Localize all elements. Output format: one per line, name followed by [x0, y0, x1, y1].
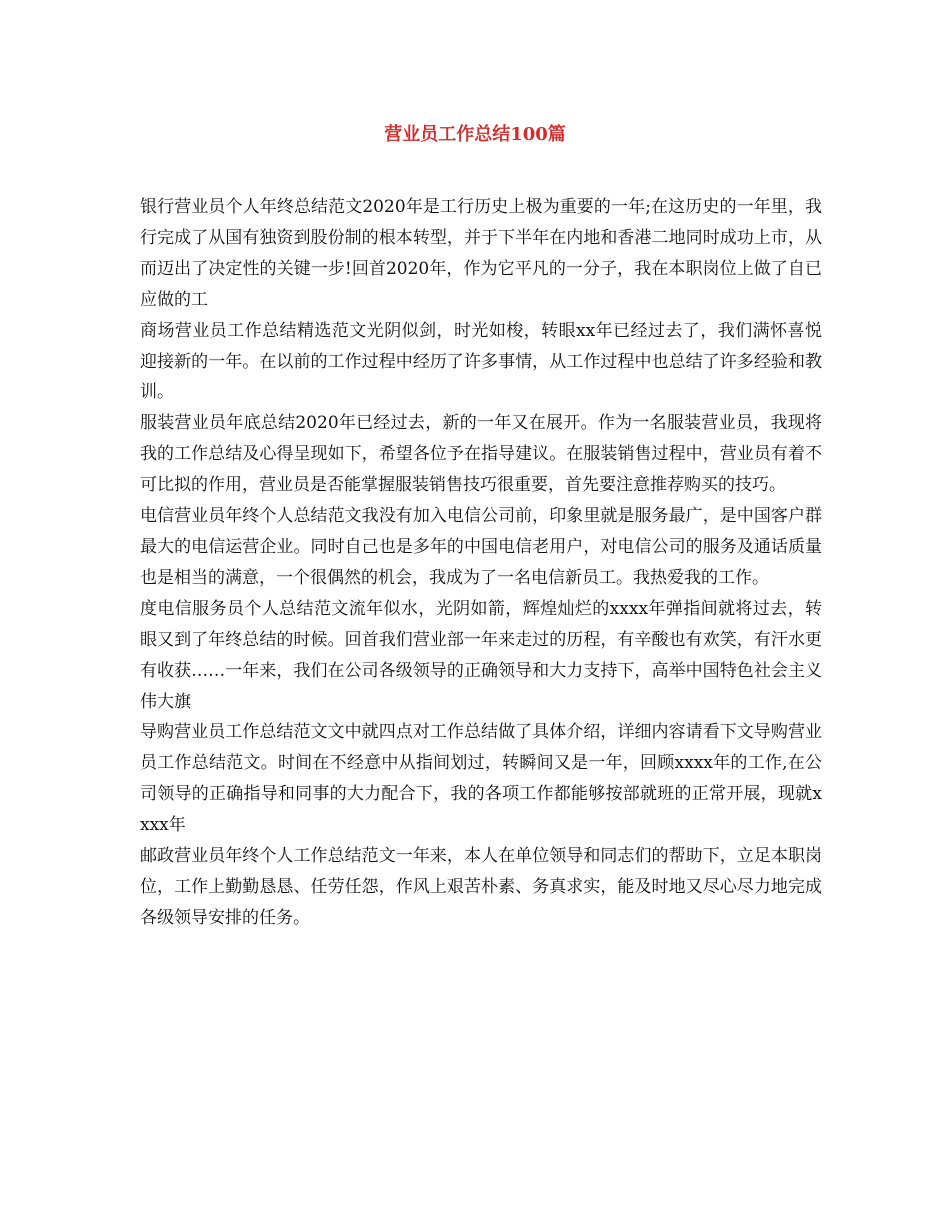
- document-body: [140, 192, 822, 934]
- paragraph-telecom-service: 度电信服务员个人总结范文流年似水，光阴如箭，辉煌灿烂的xxxx年弹指间就将过去，转眼又到了年终总结的时候。回首我们营业部一年来走过的历程，有辛酸也有欢笑，有汗水更有收获……一年来，我们在公司各级领导的正确领导和大力支持下，高举中国特色社会主义伟大旗: [140, 598, 822, 712]
- paragraph-postal-salesperson: 邮政营业员年终个人工作总结范文一年来，本人在单位领导和同志们的帮助下，立足本职岗位，工作上勤勤恳恳、任劳任怨，作风上艰苦朴素、务真求实，能及时地又尽心尽力地完成各级领导安排的任务。: [140, 846, 822, 928]
- paragraph-mall-salesperson: 商场营业员工作总结精选范文光阴似剑，时光如梭，转眼xx年已经过去了，我们满怀喜悦迎接新的一年。在以前的工作过程中经历了许多事情，从工作过程中也总结了许多经验和教训。: [140, 320, 822, 403]
- paragraph-clothing-salesperson: 服装营业员年底总结2020年已经过去，新的一年又在展开。作为一名服装营业员，我现将我的工作总结及心得呈现如下，希望各位予在指导建议。在服装销售过程中，营业员有着不可比拟的作用，营业员是否能掌握服装销售技巧很重要，首先要注意推荐购买的技巧。: [140, 413, 822, 496]
- paragraph-telecom-salesperson: 电信营业员年终个人总结范文我没有加入电信公司前，印象里就是服务最广，是中国客户群最大的电信运营企业。同时自己也是多年的中国电信老用户，对电信公司的服务及通话质量也是相当的满意，一个很偶然的机会，我成为了一名电信新员工。我热爱我的工作。: [140, 506, 822, 588]
- paragraph-shopping-guide: 导购营业员工作总结范文文中就四点对工作总结做了具体介绍，详细内容请看下文导购营业员工作总结范文。时间在不经意中从指间划过，转瞬间又是一年，回顾xxxx年的工作,在公司领导的正确指导和同事的大力配合下，我的各项工作都能够按部就班的正常开展，现就xxxx年: [140, 722, 822, 836]
- document-title: 营业员工作总结100篇: [384, 124, 566, 145]
- paragraph-bank-teller: 银行营业员个人年终总结范文2020年是工行历史上极为重要的一年;在这历史的一年里，我行完成了从国有独资到股份制的根本转型，并于下半年在内地和香港二地同时成功上市，从而迈出了决定性的关键一步!回首2020年，作为它平凡的一分子，我在本职岗位上做了自已应做的工: [140, 197, 822, 310]
